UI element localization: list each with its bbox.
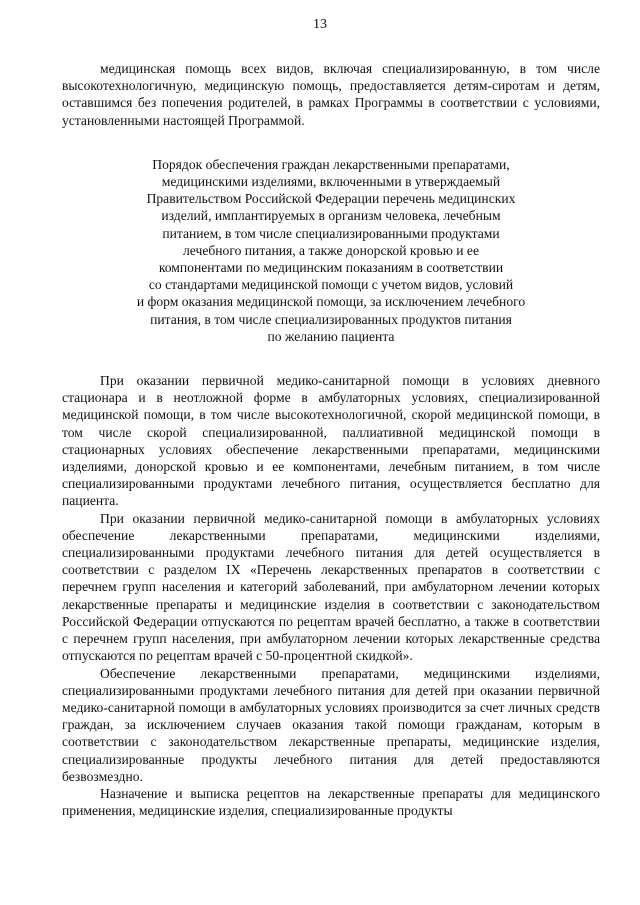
intro-paragraph: медицинская помощь всех видов, включая специализированную, в том числе высокотехнологичную, медицинскую помощь, предоставляется детям-сиротам и детям, оставшимся без попечения родителей, в рамках Программы в соответствии с условиями, установленными настоящей Программой. [62, 61, 600, 128]
body-paragraph: При оказании первичной медико-санитарной помощи в амбулаторных условиях обеспечение лекарственными препаратами, медицинскими изделиями, специализированными продуктами лечебного питания для детей осуществляется в соответствии с разделом IX «Перечень лекарственных препаратов в соответствии с перечнем групп населения и категорий заболеваний, при амбулаторном лечении которых лекарственные препараты и медицинские изделия в соответствии с законодательством Российской Федерации отпускаются по рецептам врачей бесплатно, а также в соответствии с перечнем групп населения, при амбулаторном лечении которых лекарственные средства отпускаются по рецептам врачей с 50-процентной скидкой». [62, 510, 600, 664]
document-body [62, 60, 600, 819]
heading-line: по желанию пациента [267, 328, 395, 344]
body-paragraph: Обеспечение лекарственными препаратами, медицинскими изделиями, специализированными продуктами лечебного питания для детей при оказании первичной медико-санитарной помощи в амбулаторных условиях производится за счет личных средств граждан, за исключением случаев оказания такой помощи гражданам, которым в соответствии с законодательством лекарственные препараты, медицинские изделия, специализированные продукты лечебного питания для детей предоставляются безвозмездно. [62, 665, 600, 784]
heading-line: питания, в том числе специализированных продуктов питания [150, 311, 512, 327]
page-number: 13 [313, 17, 327, 32]
heading-line: Правительством Российской Федерации перечень медицинских [146, 191, 516, 207]
heading-line: изделий, имплантируемых в организм человека, лечебным [161, 208, 501, 224]
body-paragraph: Назначение и выписка рецептов на лекарственные препараты для медицинского применения, медицинские изделия, специализированные продукты [62, 785, 600, 819]
section-heading [62, 156, 600, 345]
heading-line: медицинскими изделиями, включенными в утверждаемый [161, 174, 501, 190]
heading-line: лечебного питания, а также донорской кровью и ее [183, 242, 479, 258]
heading-line: компонентами по медицинским показаниям в соответствии [158, 260, 504, 276]
body-paragraph: При оказании первичной медико-санитарной помощи в условиях дневного стационара и в неотложной форме в амбулаторных условиях, специализированной медицинской помощи, в том числе высокотехнологичной, скорой медицинской помощи, в том числе скорой специализированной, паллиативной медицинской помощи в стационарных условиях обеспечение лекарственными препаратами, медицинскими изделиями, донорской кровью и ее компонентами, лечебным питанием, в том числе специализированными продуктами лечебного питания, осуществляется бесплатно для пациента. [62, 373, 600, 509]
heading-line: Порядок обеспечения граждан лекарственными препаратами, [152, 156, 510, 172]
heading-line: питанием, в том числе специализированными продуктами [162, 225, 500, 241]
heading-line: и форм оказания медицинской помощи, за исключением лечебного [136, 294, 526, 310]
heading-line: со стандартами медицинской помощи с учетом видов, условий [148, 277, 514, 293]
